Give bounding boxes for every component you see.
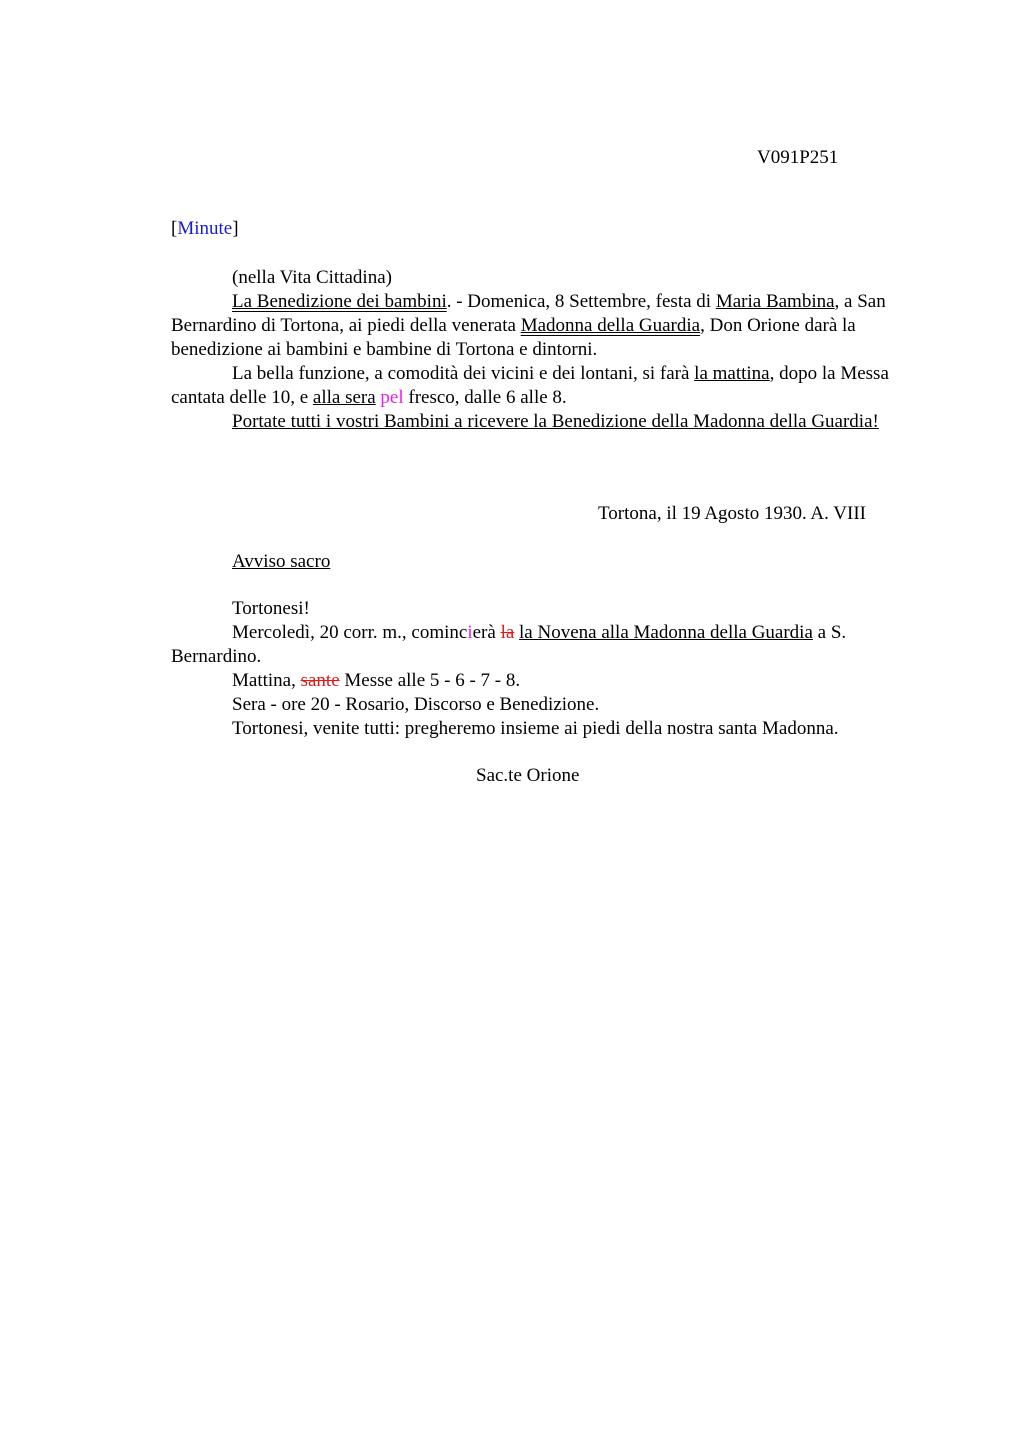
deleted-word-la: la [500, 622, 515, 643]
text-run: , Don Orione darà la benedizione ai bambini e bambine di Tortona e dintorni. [171, 315, 856, 360]
signature: Sac.te Orione [476, 765, 580, 786]
notice-title: Avviso sacro [232, 551, 331, 572]
text-run: , a San Bernardino di Tortona, ai piedi della venerata [171, 291, 886, 336]
dateline: Tortona, il 19 Agosto 1930. A. VIII [598, 503, 867, 524]
text-run: a S. Bernardino. [171, 622, 847, 667]
text-run: Mattina, [232, 670, 301, 691]
text-run: Messe alle 5 - 6 - 7 - 8. [339, 670, 521, 691]
inserted-letter-i: i [467, 622, 473, 643]
underlined-madonna-della-guardia: Madonna della Guardia [520, 315, 701, 336]
document-code: V091P251 [757, 147, 839, 168]
minute-label [171, 218, 239, 240]
blessing-paragraph-1 [171, 290, 907, 362]
article-blessing [171, 266, 907, 434]
close-bracket: ] [232, 218, 239, 239]
underlined-exhortation: Portate tutti i vostri Bambini a ricevere la Benedizione della Madonna della Guardia! [232, 411, 879, 432]
section-note: (nella Vita Cittadina) [232, 267, 392, 288]
text-run: fresco, dalle 6 alle 8. [403, 387, 567, 408]
novena-paragraph-3: Sera - ore 20 - Rosario, Discorso e Benedizione. [232, 694, 600, 715]
open-bracket: [ [171, 218, 178, 239]
greeting: Tortonesi! [232, 598, 310, 619]
text-run: erà [472, 622, 501, 643]
blessing-paragraph-2 [171, 362, 907, 410]
blessing-paragraph-3 [171, 410, 907, 434]
novena-paragraph-2 [171, 669, 907, 693]
text-run: Mercoledì, 20 corr. m., cominc [232, 622, 468, 643]
blessing-title: La Benedizione dei bambini [232, 291, 447, 312]
deleted-word-sante: sante [300, 670, 340, 691]
novena-paragraph-4: Tortonesi, venite tutti: pregheremo insieme ai piedi della nostra santa Madonna. [232, 718, 839, 739]
text-run: La bella funzione, a comodità dei vicini e dei lontani, si farà [232, 363, 695, 384]
underlined-alla-sera: alla sera [312, 387, 376, 408]
underlined-maria-bambina: Maria Bambina [715, 291, 835, 312]
novena-paragraph-1 [171, 621, 907, 669]
minute-label-text: Minute [177, 218, 233, 239]
underlined-la-mattina: la mattina [694, 363, 770, 384]
inserted-word-pel: pel [380, 387, 404, 408]
article-novena [171, 597, 907, 741]
text-run: . - Domenica, 8 Settembre, festa di [446, 291, 716, 312]
underlined-novena: la Novena alla Madonna della Guardia [519, 622, 813, 643]
text-run: , dopo la Messa cantata delle 10, e [171, 363, 889, 408]
